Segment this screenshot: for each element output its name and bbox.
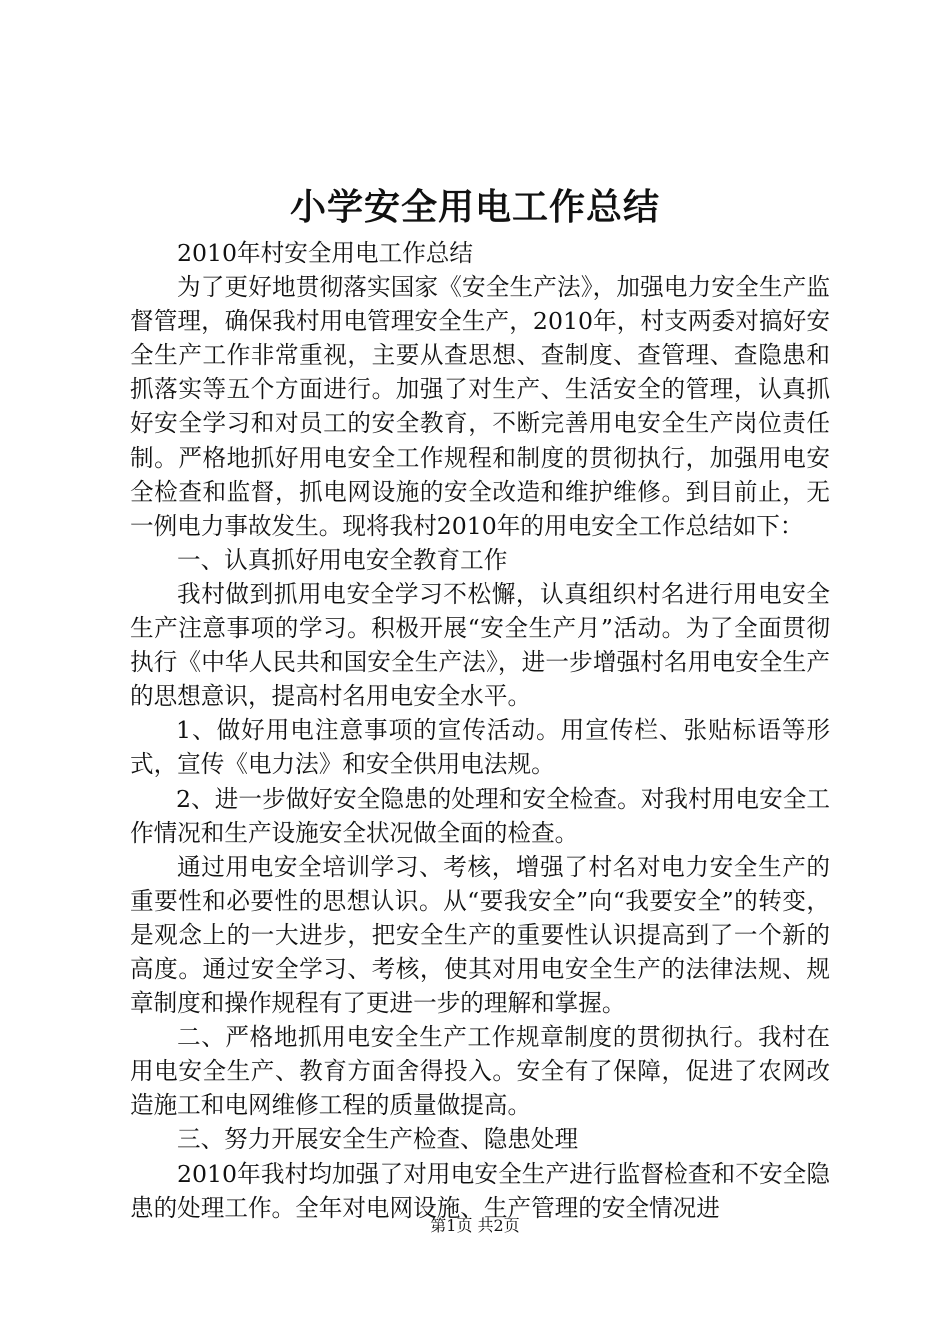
paragraph-training: 通过用电安全培训学习、考核，增强了村名对电力安全生产的重要性和必要性的思想认识。从“要我安全”向“我要安全”的转变，是观念上的一大进步，把安全生产的重要性认识提高到了一个新的高度。通过安全学习、考核，使其对用电安全生产的法律法规、规章制度和操作规程有了更进一步的理解和掌握。 [130,852,830,1018]
document-title: 小学安全用电工作总结 [289,187,660,228]
section-heading-3: 三、努力开展安全生产检查、隐患处理 [177,1125,579,1154]
paragraph-subtitle: 2010年村安全用电工作总结 [177,239,473,267]
section-heading-2: 二、严格地抓用电安全生产工作规章制度的贯彻执行。我村在用电安全生产、教育方面舍得投入。安全有了保障，促进了农网改造施工和电网维修工程的质量做提高。 [130,1023,830,1120]
paragraph-intro: 为了更好地贯彻落实国家《安全生产法》，加强电力安全生产监督管理，确保我村用电管理安全生产，2010年，村支两委对搞好安全生产工作非常重视，主要从查思想、查制度、查管理、查隐患和抓落实等五个方面进行。加强了对生产、生活安全的管理，认真抓好安全学习和对员工的安全教育，不断完善用电安全生产岗位责任制。严格地抓好用电安全工作规程和制度的贯彻执行，加强用电安全检查和监督，抓电网设施的安全改造和维护维修。到目前止，无一例电力事故发生。现将我村2010年的用电安全工作总结如下： [130,273,830,540]
paragraph-section-3: 2010年我村均加强了对用电安全生产进行监督检查和不安全隐患的处理工作。全年对电网设施、生产管理的安全情况进 [130,1159,830,1222]
section-heading-1: 一、认真抓好用电安全教育工作 [177,545,508,574]
list-item-2: 2、进一步做好安全隐患的处理和安全检查。对我村用电安全工作情况和生产设施安全状况做全面的检查。 [130,784,830,847]
document-body [130,236,830,1225]
list-item-1: 1、做好用电注意事项的宣传活动。用宣传栏、张贴标语等形式，宣传《电力法》和安全供用电法规。 [130,716,830,779]
page-footer: 第1页 共2页 [430,1216,520,1235]
paragraph-section-1: 我村做到抓用电安全学习不松懈，认真组织村名进行用电安全生产注意事项的学习。积极开展“安全生产月”活动。为了全面贯彻执行《中华人民共和国安全生产法》，进一步增强村名用电安全生产的思想意识，提高村名用电安全水平。 [130,579,830,711]
